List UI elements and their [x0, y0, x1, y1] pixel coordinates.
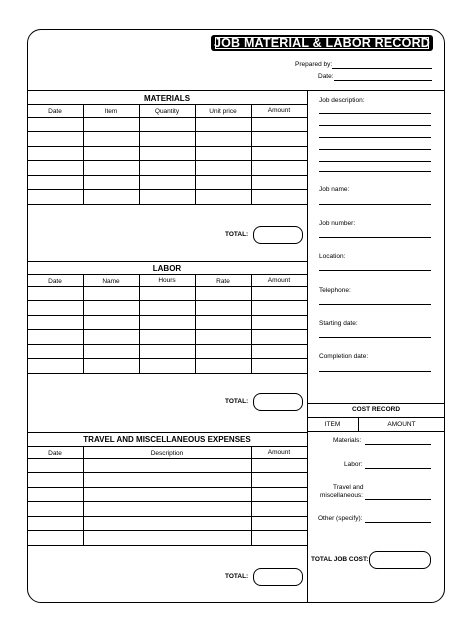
labor-col-hours: Hours — [158, 277, 176, 284]
travel-top-line — [27, 432, 307, 433]
travel-col-amount: Amount — [267, 449, 291, 456]
materials-col-amount: Amount — [267, 107, 291, 114]
location-label: Location: — [319, 253, 346, 260]
job-name-label: Job name: — [319, 186, 350, 193]
telephone-label: Telephone: — [319, 287, 351, 294]
materials-heading-line — [27, 104, 307, 105]
cost-travel-field[interactable] — [365, 499, 431, 500]
starting-date-field[interactable] — [319, 337, 431, 338]
total-job-cost-field[interactable] — [369, 551, 431, 569]
job-description-field[interactable] — [319, 113, 431, 173]
cost-record-top-line — [307, 403, 445, 404]
labor-vline — [83, 274, 84, 374]
travel-vline — [251, 446, 252, 546]
starting-date-label: Starting date: — [319, 320, 358, 327]
completion-date-label: Completion date: — [319, 353, 369, 360]
materials-heading: MATERIALS — [143, 94, 191, 103]
travel-total-field[interactable] — [253, 568, 303, 586]
labor-top-line — [27, 261, 307, 262]
cost-travel-label-1: Travel and — [333, 484, 364, 491]
prepared-by-field[interactable] — [332, 68, 432, 69]
form-title: JOB MATERIAL & LABOR RECORD — [211, 35, 433, 51]
materials-vline — [139, 104, 140, 205]
location-field[interactable] — [319, 270, 431, 271]
labor-heading: LABOR — [152, 264, 182, 273]
travel-heading: TRAVEL AND MISCELLANEOUS EXPENSES — [83, 435, 251, 444]
materials-col-item: Item — [104, 108, 118, 115]
travel-total-label: TOTAL: — [225, 573, 249, 580]
materials-vline — [83, 104, 84, 205]
labor-total-label: TOTAL: — [225, 398, 249, 405]
total-job-cost-label: TOTAL JOB COST: — [311, 556, 369, 563]
job-number-field[interactable] — [319, 237, 431, 238]
labor-total-field[interactable] — [253, 393, 303, 411]
job-number-label: Job number: — [319, 220, 356, 227]
telephone-field[interactable] — [319, 304, 431, 305]
labor-vline — [195, 274, 196, 374]
cost-other-label: Other (specify): — [318, 515, 363, 522]
materials-total-field[interactable] — [253, 226, 303, 244]
labor-col-amount: Amount — [267, 277, 291, 284]
travel-col-description: Description — [150, 450, 184, 457]
labor-vline — [139, 274, 140, 374]
panel-divider — [307, 90, 308, 602]
cost-col-item: ITEM — [324, 421, 341, 428]
prepared-by-label: Prepared by: — [295, 61, 333, 68]
travel-vline — [83, 446, 84, 546]
materials-total-label: TOTAL: — [225, 231, 249, 238]
cost-materials-label: Materials: — [333, 437, 362, 444]
cost-labor-label: Labor: — [344, 461, 363, 468]
job-name-field[interactable] — [319, 204, 431, 205]
travel-heading-line — [27, 446, 307, 447]
cost-other-field[interactable] — [365, 522, 431, 523]
labor-vline — [251, 274, 252, 374]
cost-labor-field[interactable] — [365, 468, 431, 469]
cost-record-heading-line — [307, 417, 445, 418]
travel-col-date: Date — [48, 450, 62, 457]
cost-record-heading: COST RECORD — [351, 406, 401, 413]
date-field[interactable] — [334, 80, 432, 81]
materials-vline — [251, 104, 252, 205]
labor-col-rate: Rate — [216, 278, 230, 285]
travel-grid[interactable] — [27, 458, 307, 546]
labor-col-date: Date — [48, 278, 62, 285]
materials-col-unit-price: Unit price — [209, 108, 237, 115]
date-label: Date: — [318, 73, 334, 80]
labor-grid[interactable] — [27, 286, 307, 374]
header-divider — [27, 90, 445, 91]
job-description-label: Job description: — [319, 97, 365, 104]
cost-col-line — [307, 431, 445, 432]
labor-heading-line — [27, 274, 307, 275]
materials-col-quantity: Quantity — [154, 108, 180, 115]
labor-col-name: Name — [102, 278, 120, 285]
cost-travel-label-2: miscellaneous: — [320, 492, 363, 499]
materials-grid[interactable] — [27, 117, 307, 205]
cost-col-amount: AMOUNT — [387, 421, 416, 428]
completion-date-field[interactable] — [319, 371, 431, 372]
cost-materials-field[interactable] — [365, 444, 431, 445]
materials-vline — [195, 104, 196, 205]
materials-col-date: Date — [48, 108, 62, 115]
